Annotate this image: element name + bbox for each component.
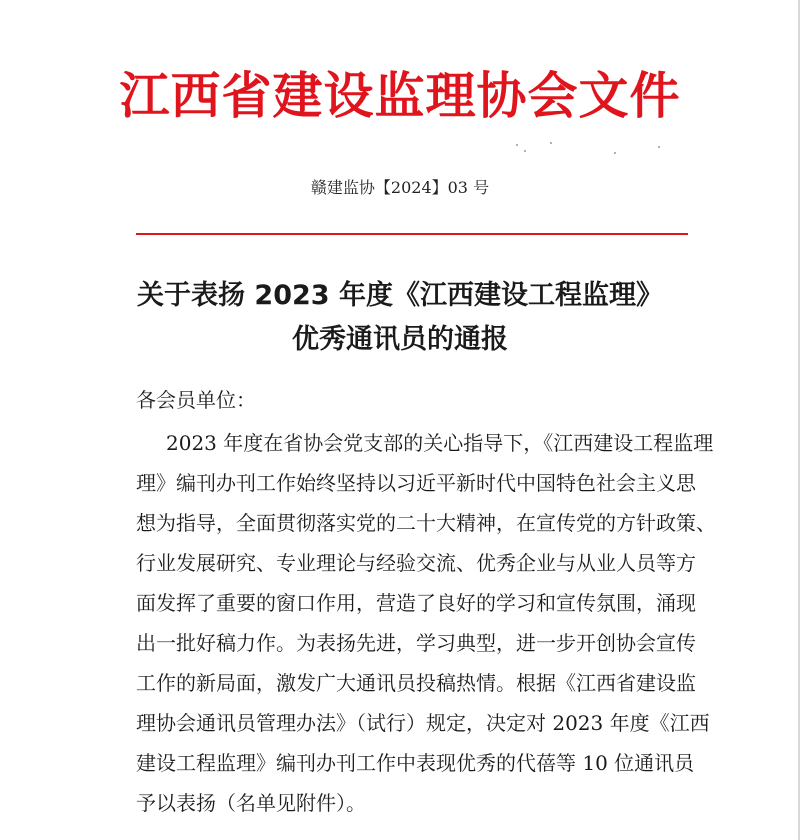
body-line: 面发挥了重要的窗口作用，营造了良好的学习和宣传氛围，涌现 [136,591,696,615]
salutation: 各会员单位： [136,388,256,412]
issuing-body-title: 江西省建设监理协会文件 [119,67,681,125]
body-line: 理》编刊办刊工作始终坚持以习近平新时代中国特色社会主义思 [136,471,696,495]
speck [614,152,616,154]
body-line: 建设工程监理》编刊办刊工作中表现优秀的代蓓等 10 位通讯员 [136,751,695,775]
body-line: 工作的新局面，激发广大通讯员投稿热情。根据《江西省建设监 [136,671,696,695]
body-line: 2023 年度在省协会党支部的关心指导下，《江西建设工程监理 [166,431,714,455]
body-line: 出一批好稿力作。为表扬先进，学习典型，进一步开创协会宣传 [136,631,696,655]
speck [524,150,526,152]
body-line: 予以表扬（名单见附件）。 [136,791,366,815]
notice-title-line-1: 关于表扬 2023 年度《江西建设工程监理》 [137,280,663,311]
document-number: 赣建监协【2024】03 号 [310,178,490,197]
red-divider [136,233,688,235]
body-line: 理协会通讯员管理办法》（试行）规定，决定对 2023 年度《江西 [136,711,710,735]
body-line: 行业发展研究、专业理论与经验交流、优秀企业与从业人员等方 [136,551,696,575]
speck [550,142,552,144]
notice-title-line-2: 优秀通讯员的通报 [292,324,508,355]
body-line: 想为指导，全面贯彻落实党的二十大精神，在宣传党的方针政策、 [136,511,716,535]
speck [658,146,660,148]
speck [516,144,518,146]
scan-specks [510,140,670,160]
